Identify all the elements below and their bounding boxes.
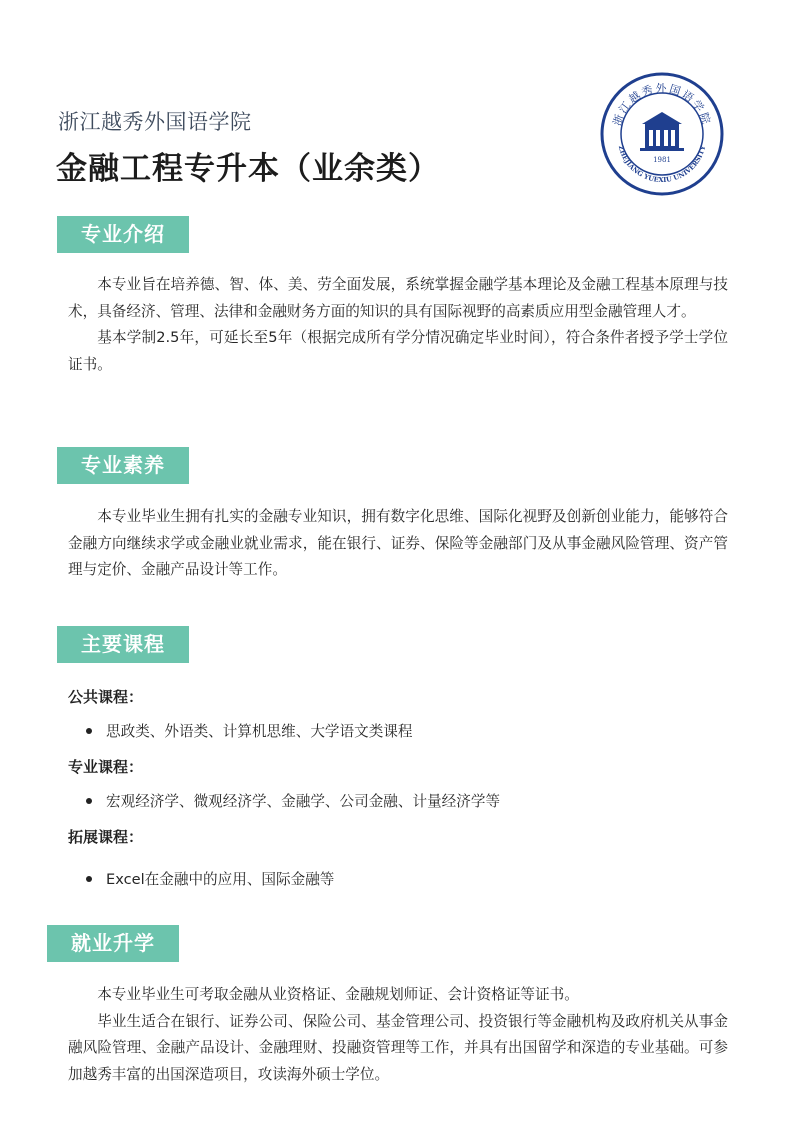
career-paragraph: 毕业生适合在银行、证券公司、保险公司、基金管理公司、投资银行等金融机构及政府机关从事金融风险管理、金融产品设计、金融理财、投融资管理等工作，并具有出国留学和深造的专业基础。可参加越秀丰富的出国深造项目，攻读海外硕士学位。	[68, 1012, 728, 1083]
svg-text:1981: 1981	[653, 156, 671, 164]
course-list-item	[90, 868, 334, 889]
course-list-item-text: 思政类、外语类、计算机思维、大学语文类课程	[106, 723, 413, 740]
section-tag-intro: 专业介绍	[57, 216, 189, 253]
quality-text	[68, 504, 728, 584]
course-list-item-text: Excel在金融中的应用、国际金融等	[106, 871, 335, 888]
quality-paragraph: 本专业毕业生拥有扎实的金融专业知识，拥有数字化思维、国际化视野及创新创业能力，能够符合金融方向继续求学或金融业就业需求，能在银行、证券、保险等金融部门及从事金融风险管理、资产管理与定价、金融产品设计等工作。	[68, 508, 728, 578]
course-group-title: 专业课程：	[68, 758, 144, 776]
section-tag-quality: 专业素养	[57, 447, 189, 484]
intro-text	[68, 272, 728, 378]
svg-text:ZHEJIANG YUEXIU UNIVERSITY: ZHEJIANG YUEXIU UNIVERSITY	[616, 144, 708, 185]
career-text	[68, 982, 728, 1088]
intro-paragraph: 本专业旨在培养德、智、体、美、劳全面发展，系统掌握金融学基本理论及金融工程基本原理与技术，具备经济、管理、法律和金融财务方面的知识的具有国际视野的高素质应用型金融管理人才。	[68, 276, 728, 320]
svg-text:浙江越秀外国语学院: 浙江越秀外国语学院	[610, 82, 714, 128]
career-paragraph: 本专业毕业生可考取金融从业资格证、金融规划师证、会计资格证等证书。	[97, 986, 579, 1003]
course-list-item	[90, 720, 412, 741]
course-list-item	[90, 790, 500, 811]
page-title: 金融工程专升本（业余类）	[56, 151, 440, 187]
section-tag-courses: 主要课程	[57, 626, 189, 663]
school-name: 浙江越秀外国语学院	[58, 110, 252, 134]
section-tag-career: 就业升学	[47, 925, 179, 962]
intro-paragraph: 基本学制2.5年，可延长至5年（根据完成所有学分情况确定毕业时间），符合条件者授予学士学位证书。	[68, 329, 728, 373]
course-list-item-text: 宏观经济学、微观经济学、金融学、公司金融、计量经济学等	[106, 793, 501, 810]
course-group-title: 拓展课程：	[68, 828, 144, 846]
university-seal-logo	[600, 72, 724, 196]
course-group-title: 公共课程：	[68, 688, 144, 706]
